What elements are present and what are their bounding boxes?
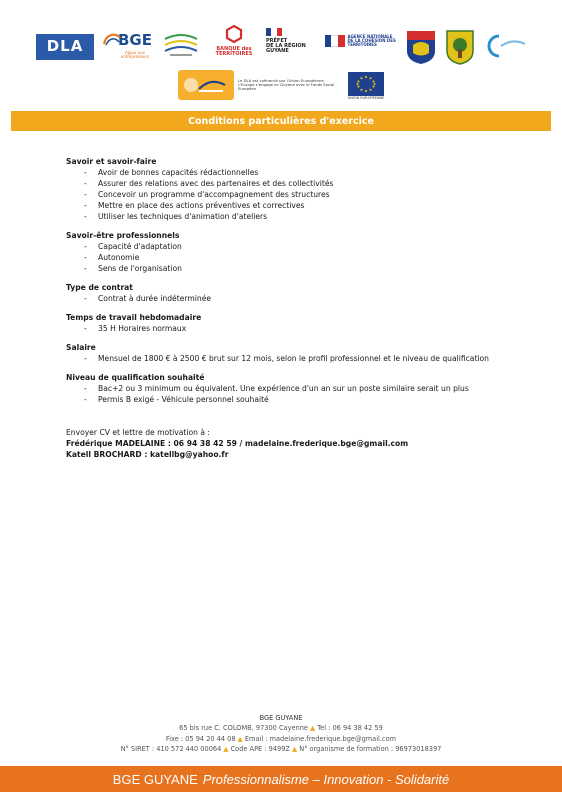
eu-flag-caption: UNION EUROPÉENNE [347, 95, 385, 100]
eu-flag-logo [344, 70, 388, 102]
separator-icon: ▲ [292, 745, 298, 754]
item-list [66, 353, 506, 364]
blue-wave-logo [478, 30, 530, 62]
section-banner [11, 111, 551, 131]
section-contrat [66, 282, 506, 304]
list-item: - Mettre en place des actions préventives et correctives [66, 200, 506, 211]
item-list [66, 323, 506, 334]
contact-person-1[interactable]: Frédérique MADELAINE : 06 94 38 42 59 / madelaine.frederique.bge@gmail.com [66, 439, 409, 448]
list-item: - Assurer des relations avec des partenaires et des collectivités [66, 178, 506, 189]
footer-line-3 [0, 744, 562, 754]
list-item: - Sens de l'organisation [66, 263, 506, 274]
hexagon-icon [225, 25, 243, 43]
bge-logo-text: BGE [118, 30, 152, 49]
prefet-line-2: DE LA RÉGION [266, 42, 306, 49]
bge-logo [100, 26, 156, 66]
contact-person-2[interactable]: Katell BROCHARD : katellbg@yahoo.fr [66, 450, 229, 459]
contact-intro: Envoyer CV et lettre de motivation à : [66, 428, 210, 437]
section-savoir-etre [66, 230, 506, 274]
separator-icon: ▲ [237, 734, 243, 743]
section-title: Temps de travail hebdomadaire [66, 313, 202, 322]
section-title: Type de contrat [66, 283, 133, 292]
guyane-crest-icon [404, 28, 438, 66]
list-item: - Utiliser les techniques d'animation d'ateliers [66, 211, 506, 222]
footer-line-1 [0, 723, 562, 733]
anct-logo [320, 16, 402, 66]
contact-block [66, 427, 506, 460]
footer-bar [0, 766, 562, 792]
item-list [66, 293, 506, 304]
bge-tagline: Appui aux entrepreneurs [120, 49, 150, 59]
dla-logo-text: DLA [46, 37, 84, 56]
section-title: Salaire [66, 343, 96, 352]
europe-funding-text [238, 70, 338, 100]
list-item: - Mensuel de 1800 € à 2500 € brut sur 12 mois, selon le profil professionnel et le niveau de qualification [66, 353, 506, 364]
marianne-flag-icon [266, 28, 282, 36]
footer-address: 65 bis rue C. COLOMB, 97300 Cayenne [179, 724, 308, 733]
footer-bar-name: BGE GUYANE [112, 771, 198, 787]
footer-info [0, 713, 562, 755]
separator-icon: ▲ [223, 745, 229, 754]
job-conditions [66, 156, 506, 460]
anct-flag-icon [325, 35, 345, 47]
europe-funding-caption: Le DLA est cofinancé par l'Union Européenne. L'Europe s'engage en Guyane avec le Fonds Social Européen [238, 78, 335, 91]
wave-c-icon [479, 32, 529, 60]
list-item: - Capacité d'adaptation [66, 241, 506, 252]
footer-ape: Code APE : 9499Z [230, 745, 290, 754]
section-title: Savoir-être professionnels [66, 231, 180, 240]
bge-swirl-icon [102, 32, 122, 46]
footer-formation: N° organisme de formation : 96973018397 [299, 745, 442, 754]
dla-logo [36, 34, 94, 60]
footer-bar-slogan: Professionnalisme – Innovation - Solidarité [202, 771, 450, 787]
banque-territoires-text: BANQUE des TERRITOIRES [215, 45, 253, 57]
partner-logos [0, 0, 562, 106]
prefet-line-3: GUYANE [266, 48, 289, 55]
section-title: Niveau de qualification souhaité [66, 373, 205, 382]
europe-sengage-icon [181, 73, 231, 97]
crest-shield-icon [405, 29, 437, 65]
footer-email[interactable]: Email : madelaine.frederique.bge@gmail.com [244, 734, 397, 743]
footer-line-2 [0, 734, 562, 744]
section-qualification [66, 372, 506, 405]
prefet-line-1: PRÉFET [266, 37, 288, 44]
anct-text: AGENCE NATIONALE DE LA COHÉSION DES TERRITOIRES [347, 33, 396, 48]
footer-tel: Tel : 06 94 38 42 59 [317, 724, 383, 733]
footer-siret: N° SIRET : 410 572 440 00064 [120, 745, 222, 754]
eu-flag-icon [348, 72, 384, 96]
list-item: - Autonomie [66, 252, 506, 263]
section-title: Savoir et savoir-faire [66, 157, 157, 166]
list-item: - Avoir de bonnes capacités rédactionnelles [66, 167, 506, 178]
section-temps-travail [66, 312, 506, 334]
crest-green-icon [445, 29, 475, 65]
list-item: - 35 H Horaires normaux [66, 323, 506, 334]
list-item: - Concevoir un programme d'accompagnement des structures [66, 189, 506, 200]
item-list [66, 383, 506, 405]
collectivite-wave-icon [162, 31, 200, 61]
list-item: - Bac+2 ou 3 minimum ou équivalent. Une expérience d'un an sur un poste similaire serait un plus [66, 383, 506, 394]
separator-icon: ▲ [310, 724, 316, 733]
banner-title: Conditions particulières d'exercice [188, 115, 374, 127]
prefet-logo [266, 16, 314, 66]
europe-sengage-logo [178, 70, 234, 100]
section-savoir-faire [66, 156, 506, 222]
section-salaire [66, 342, 506, 364]
footer-org: BGE GUYANE [259, 714, 303, 722]
list-item: - Permis B exigé - Véhicule personnel souhaité [66, 394, 506, 405]
item-list [66, 241, 506, 274]
banque-territoires-logo [206, 16, 262, 66]
list-item: - Contrat à durée indéterminée [66, 293, 506, 304]
green-crest-icon [444, 28, 476, 66]
item-list [66, 167, 506, 222]
footer-fax: Fixe : 05 94 20 44 08 [165, 734, 236, 743]
collectivite-logo [160, 26, 202, 66]
